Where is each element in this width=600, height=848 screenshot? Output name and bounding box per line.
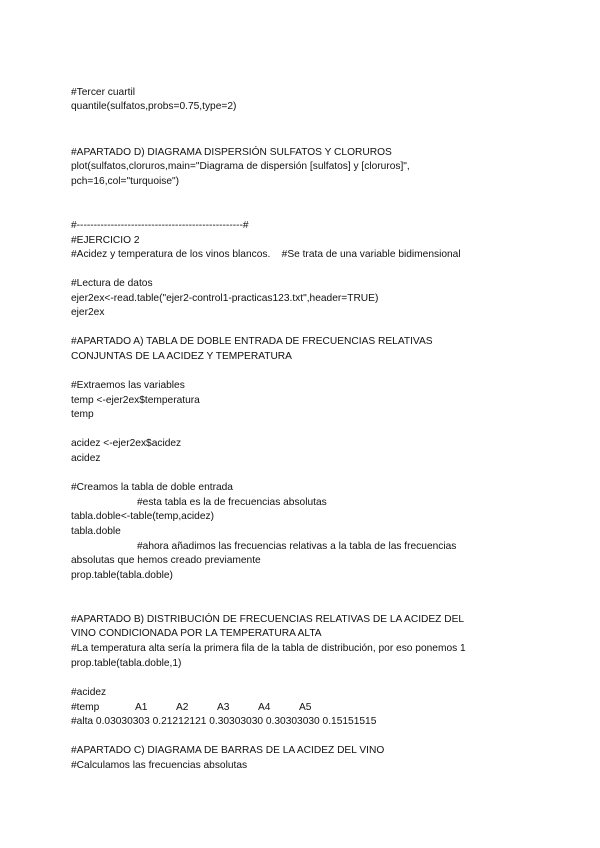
comment-line: #Acidez y temperatura de los vinos blancos. #Se trata de una variable bidimensional [71,249,461,260]
code-line: acidez [71,453,101,464]
code-line: pch=16,col="turquoise") [71,176,180,187]
separator-line: #-------------------------------------------------# [71,220,249,231]
section-heading: #APARTADO A) TABLA DE DOBLE ENTRADA DE FRECUENCIAS RELATIVAS [71,336,433,347]
comment-line: #Calculamos las frecuencias absolutas [71,760,248,771]
code-line: quantile(sulfatos,probs=0.75,type=2) [71,101,237,112]
comment-line: #ahora añadimos las frecuencias relativas a la tabla de las frecuencias [137,541,457,552]
comment-line: #Extraemos las variables [71,380,185,391]
code-line: temp [71,409,94,420]
section-heading: #APARTADO C) DIAGRAMA DE BARRAS DE LA ACIDEZ DEL VINO [71,745,385,756]
code-line: prop.table(tabla.doble) [71,570,173,581]
section-heading: #APARTADO B) DISTRIBUCIÓN DE FRECUENCIAS RELATIVAS DE LA ACIDEZ DEL [71,614,465,625]
exercise-heading: #EJERCICIO 2 [71,235,140,246]
comment-line: absolutas que hemos creado previamente [71,555,261,566]
header-label: #temp [71,702,100,713]
section-heading: VINO CONDICIONADA POR LA TEMPERATURA ALTA [71,628,322,639]
code-line: tabla.doble [71,526,121,537]
column-header: A2 [176,702,189,713]
comment-line: #La temperatura alta sería la primera fila de la tabla de distribución, por eso ponemos 1 [71,643,466,654]
comment-line: #Lectura de datos [71,278,153,289]
code-line: tabla.doble<-table(temp,acidez) [71,511,214,522]
output-data-row: #alta 0.03030303 0.21212121 0.30303030 0.30303030 0.15151515 [71,716,377,727]
section-heading: CONJUNTAS DE LA ACIDEZ Y TEMPERATURA [71,351,292,362]
code-line: prop.table(tabla.doble,1) [71,658,182,669]
comment-line: #esta tabla es la de frecuencias absolutas [137,497,327,508]
column-header: A5 [299,702,312,713]
column-header: A1 [135,702,148,713]
comment-line: #Tercer cuartil [71,87,135,98]
column-header: A3 [217,702,230,713]
comment-line: #acidez [71,687,107,698]
comment-line: #Creamos la tabla de doble entrada [71,482,233,493]
code-line: ejer2ex<-read.table("ejer2-control1-practicas123.txt",header=TRUE) [71,293,379,304]
code-line: acidez <-ejer2ex$acidez [71,438,182,449]
section-heading: #APARTADO D) DIAGRAMA DISPERSIÓN SULFATOS Y CLORUROS [71,147,392,158]
code-line: temp <-ejer2ex$temperatura [71,395,200,406]
code-line: plot(sulfatos,cloruros,main="Diagrama de dispersión [sulfatos] y [cloruros]", [71,161,410,172]
code-line: ejer2ex [71,307,105,318]
column-header: A4 [258,702,271,713]
